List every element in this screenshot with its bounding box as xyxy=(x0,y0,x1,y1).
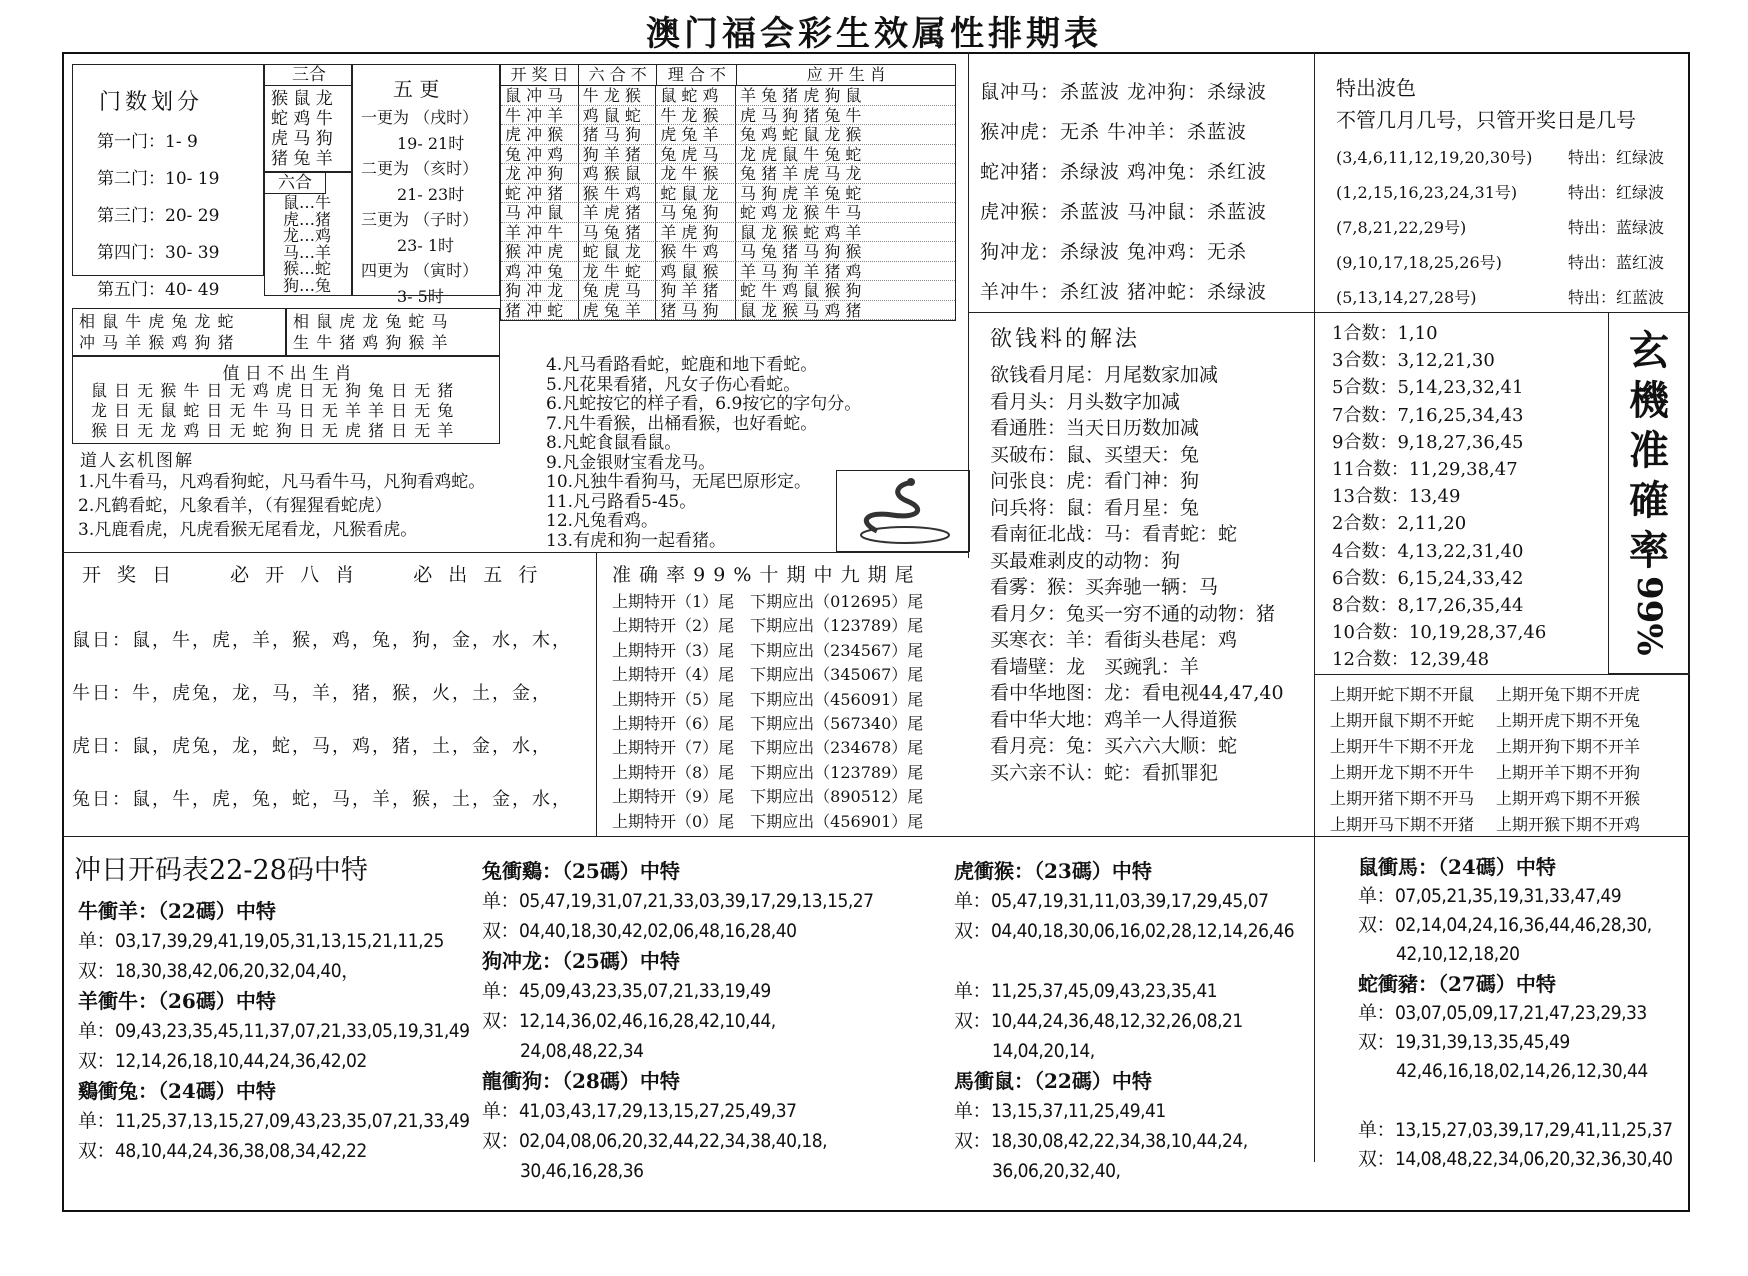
kaijiang-cell: 蛇 鸡 龙 猴 牛 马 xyxy=(736,203,955,223)
fan-rule: 4.凡马看路看蛇，蛇鹿和地下看蛇。 xyxy=(546,355,818,375)
chongri-dan: 单：05,47,19,31,07,21,33,03,39,17,29,13,15,27 xyxy=(482,890,874,912)
chongri-spacer xyxy=(954,946,1350,976)
bikai-header-cell: 必 出 五 行 xyxy=(413,564,543,586)
kaijiang-row xyxy=(501,223,955,243)
tebo-dates: (9,10,17,18,25,26号) xyxy=(1336,253,1502,272)
bukai-cell: 上期开猪下期不开马 xyxy=(1330,789,1475,808)
chongri-dan: 单：09,43,23,35,45,11,37,07,21,33,05,19,31,49 xyxy=(78,1020,470,1042)
yuqian-line: 欲钱看月尾：月尾数家加减 xyxy=(990,364,1219,386)
yuqian-line: 买最难剥皮的动物：狗 xyxy=(990,549,1181,572)
chongri-head: 虎衝猴：（23碼）中特 xyxy=(954,859,1152,883)
chongri-shuang: 双：18,30,08,42,22,34,38,10,44,24, xyxy=(954,1130,1248,1152)
kaijiang-cell: 猴 牛 鸡 xyxy=(656,242,736,262)
menshu-item: 第三门：20- 29 xyxy=(97,206,220,226)
sanhe-row: 猪 兔 羊 xyxy=(271,149,333,169)
chongri-head: 羊衝牛：（26碼）中特 xyxy=(78,989,276,1013)
zhunque-row: 上期特开（4）尾 下期应出（345067）尾 xyxy=(612,665,924,685)
menshu-item: 第四门：30- 39 xyxy=(97,243,220,263)
chongri-shuang: 双：02,04,08,06,20,32,44,22,34,38,40,18, xyxy=(482,1130,828,1152)
chongri-head: 狗冲龙：（25碼）中特 xyxy=(482,949,680,973)
fan-rule: 9.凡金银财宝看龙马。 xyxy=(546,452,716,473)
kaijiang-cell: 马 狗 虎 羊 兔 蛇 xyxy=(736,184,955,204)
kaijiang-cell: 兔 鸡 蛇 鼠 龙 猴 xyxy=(736,125,955,145)
kaijiang-row xyxy=(501,203,955,223)
menshu-list xyxy=(97,127,219,300)
zhunque-title: 准 确 率 9 9 % 十 期 中 九 期 尾 xyxy=(612,564,915,586)
chongri-head: 兔衝鷄：（25碼）中特 xyxy=(482,859,680,883)
chong-sha-row: 虎冲猴：杀蓝波 马冲鼠：杀蓝波 xyxy=(980,201,1268,223)
kaijiang-row xyxy=(501,242,955,262)
kaijiang-cell: 龙 冲 狗 xyxy=(501,164,579,184)
xiangchong-left-rows xyxy=(79,311,235,353)
heshu-list xyxy=(1332,320,1546,674)
kaijiang-cell: 马 兔 猪 xyxy=(579,223,657,243)
bikai-header-cell: 开 奖 日 xyxy=(82,564,177,586)
zhiri-row: 鼠 日 无 猴 牛 日 无 鸡 虎 日 无 狗 兔 日 无 猪 xyxy=(91,381,455,400)
yuqian-title: 欲钱料的解法 xyxy=(990,327,1141,352)
chongri-dan: 单：03,17,39,29,41,19,05,31,13,15,21,11,25 xyxy=(78,930,444,952)
liuhe-list xyxy=(283,195,331,294)
yuqian-line: 买六亲不认：蛇：看抓罪犯 xyxy=(990,761,1219,784)
yuqian-line: 看通胜：当天日历数加减 xyxy=(990,417,1200,439)
menshu-item: 第一门：1- 9 xyxy=(97,132,198,152)
kaijiang-cell: 蛇 鼠 龙 xyxy=(656,184,736,204)
kaijiang-cell: 猪 冲 蛇 xyxy=(501,301,579,321)
chongri-shuang: 双：48,10,44,24,36,38,08,34,42,22 xyxy=(78,1140,367,1162)
bikai-list xyxy=(72,614,572,826)
kaijiang-header-cell: 理 合 不 xyxy=(657,65,737,85)
banner-char: 准 xyxy=(1629,427,1669,474)
zhiri-row: 龙 日 无 鼠 蛇 日 无 牛 马 日 无 羊 羊 日 无 兔 xyxy=(91,401,455,420)
zhiri-row: 猴 日 无 龙 鸡 日 无 蛇 狗 日 无 虎 猪 日 无 羊 xyxy=(91,421,455,440)
wugeng-row: 21- 23时 xyxy=(397,184,465,204)
kaijiang-cell: 鸡 鼠 猴 xyxy=(656,262,736,282)
sanhe-row: 猴 鼠 龙 xyxy=(271,89,333,109)
daoren-line: 3.凡鹿看虎，凡虎看猴无尾看龙，凡猴看虎。 xyxy=(78,520,418,540)
tebo-subtitle: 不管几月几号，只管开奖日是几号 xyxy=(1336,108,1636,132)
bukai-row xyxy=(1330,708,1640,734)
bikai-header-cell: 必 开 八 肖 xyxy=(230,564,360,586)
bukai-cell: 上期开鸡下期不开猴 xyxy=(1496,789,1641,808)
fan-rule: 10.凡独牛看狗马，无尾巴原形定。 xyxy=(546,472,812,492)
bukai-cell: 上期开兔下期不开虎 xyxy=(1496,685,1641,704)
liuhe-row: 狗…兔 xyxy=(283,275,332,295)
tebo-dates: (1,2,15,16,23,24,31号) xyxy=(1336,183,1518,202)
zhiri-box xyxy=(72,356,500,444)
bukai-cell: 上期开狗下期不开羊 xyxy=(1496,737,1641,756)
bukai-cell: 上期开蛇下期不开鼠 xyxy=(1330,685,1475,704)
daoren-line: 1.凡牛看马，凡鸡看狗蛇，凡马看牛马，凡狗看鸡蛇。 xyxy=(78,472,486,492)
chongri-dan: 单：07,05,21,35,19,31,33,47,49 xyxy=(1358,885,1622,907)
heshu-row: 9合数：9,18,27,36,45 xyxy=(1332,431,1524,453)
menshu-item: 第二门：10- 19 xyxy=(97,169,220,189)
bikai-row: 虎日：鼠，虎兔，龙，蛇，马，鸡，猪，土，金，水， xyxy=(72,736,552,757)
kaijiang-row xyxy=(501,86,955,106)
tebo-row xyxy=(1336,210,1664,245)
liuhe-box xyxy=(264,172,352,296)
kaijiang-table xyxy=(500,64,956,321)
bukai-cell: 上期开虎下期不开兔 xyxy=(1496,711,1641,730)
wugeng-row: 3- 5时 xyxy=(397,286,444,306)
kaijiang-cell: 鸡 鼠 蛇 xyxy=(579,106,657,126)
divider-v1 xyxy=(968,52,969,558)
chongri-shuang: 36,06,20,32,40, xyxy=(992,1160,1121,1182)
kaijiang-cell: 猪 马 狗 xyxy=(656,301,736,321)
tebo-dates: (5,13,14,27,28号) xyxy=(1336,288,1477,307)
bukai-list xyxy=(1330,682,1640,838)
zhunque-row: 上期特开（2）尾 下期应出（123789）尾 xyxy=(612,616,924,636)
liuhe-row: 虎…猪 xyxy=(283,209,332,229)
sanhe-row: 虎 马 狗 xyxy=(271,129,333,149)
xiangchong-left xyxy=(72,308,286,356)
fan-rule: 11.凡弓路看5-45。 xyxy=(546,491,697,512)
kaijiang-row xyxy=(501,301,955,321)
kaijiang-cell: 鼠 龙 猴 蛇 鸡 羊 xyxy=(736,223,955,243)
heshu-row: 4合数：4,13,22,31,40 xyxy=(1332,540,1524,562)
kaijiang-cell: 猴 牛 鸡 xyxy=(579,184,657,204)
chongri-shuang: 24,08,48,22,34 xyxy=(520,1040,644,1062)
kaijiang-row xyxy=(501,281,955,301)
xiangchong-right xyxy=(286,308,500,356)
chongri-shuang: 双：18,30,38,42,06,20,32,04,40， xyxy=(78,960,360,982)
zhiri-list xyxy=(91,381,454,441)
snake-icon xyxy=(837,471,967,549)
bukai-row xyxy=(1330,812,1640,838)
chongri-dan: 单：41,03,43,17,29,13,15,27,25,49,37 xyxy=(482,1100,797,1122)
yuqian-line: 看月头：月头数字加减 xyxy=(990,390,1181,413)
tebo-dates: (7,8,21,22,29号) xyxy=(1336,218,1467,237)
tebo-dates: (3,4,6,11,12,19,20,30号) xyxy=(1336,148,1533,167)
tebo-result: 特出：蓝红波 xyxy=(1568,253,1665,272)
chongri-col3 xyxy=(954,856,1350,1186)
tebo-title: 特出波色 xyxy=(1336,76,1416,100)
kaijiang-row xyxy=(501,262,955,282)
menshu-item: 第五门：40- 49 xyxy=(97,280,220,300)
xiangchong-right-rows xyxy=(293,311,449,353)
chongri-title: 冲日开码表22-28码中特 xyxy=(74,855,368,886)
zhunque-row: 上期特开（0）尾 下期应出（456901）尾 xyxy=(612,811,924,831)
fan-rule: 6.凡蛇按它的样子看，6.9按它的字句分。 xyxy=(546,394,862,414)
heshu-row: 7合数：7,16,25,34,43 xyxy=(1332,404,1524,426)
wugeng-box xyxy=(352,64,500,306)
kaijiang-cell: 龙 牛 猴 xyxy=(656,164,736,184)
heshu-row: 2合数：2,11,20 xyxy=(1332,513,1467,535)
kaijiang-cell: 虎 冲 猴 xyxy=(501,125,579,145)
heshu-row: 8合数：8,17,26,35,44 xyxy=(1332,595,1524,617)
menshu-box xyxy=(72,64,264,300)
liuhe-row: 龙…鸡 xyxy=(283,226,332,245)
chong-sha-row: 狗冲龙：杀绿波 兔冲鸡：无杀 xyxy=(980,241,1248,263)
chongri-shuang: 双：19,31,39,13,35,45,49 xyxy=(1358,1031,1570,1053)
kaijiang-cell: 龙 虎 鼠 牛 兔 蛇 xyxy=(736,145,955,165)
heshu-row: 12合数：12,39,48 xyxy=(1332,649,1490,671)
chongri-head: 鼠衝馬：（24碼）中特 xyxy=(1358,855,1556,879)
fan-rule: 12.凡兔看鸡。 xyxy=(546,511,659,531)
chongri-head: 蛇衝豬：（27碼）中特 xyxy=(1358,972,1556,996)
liuhe-title: 六合 xyxy=(265,173,326,194)
chongri-shuang: 14,04,20,14, xyxy=(992,1040,1095,1062)
kaijiang-row xyxy=(501,164,955,184)
bukai-row xyxy=(1330,734,1640,760)
kaijiang-cell: 马 冲 鼠 xyxy=(501,203,579,223)
liuhe-row: 鼠…牛 xyxy=(283,193,332,212)
chongri-shuang: 双：12,14,36,02,46,16,28,42,10,44, xyxy=(482,1010,776,1032)
tebo-result: 特出：红绿波 xyxy=(1568,183,1665,202)
yuqian-line: 问张良：虎：看门神：狗 xyxy=(990,470,1200,492)
kaijiang-cell: 虎 马 狗 猪 兔 牛 xyxy=(736,106,955,126)
bukai-cell: 上期开马下期不开猪 xyxy=(1330,815,1475,834)
tebo-result: 特出：红绿波 xyxy=(1568,148,1665,167)
heshu-row: 5合数：5,14,23,32,41 xyxy=(1332,377,1524,399)
kaijiang-header xyxy=(500,64,956,86)
xiangchong-right-row: 生 牛 猪 鸡 狗 猴 羊 xyxy=(293,333,449,352)
kaijiang-cell: 牛 冲 羊 xyxy=(501,106,579,126)
zhunque-row: 上期特开（9）尾 下期应出（890512）尾 xyxy=(612,787,924,807)
kaijiang-header-cell: 开 奖 日 xyxy=(501,65,579,85)
zhunque-row: 上期特开（5）尾 下期应出（456091）尾 xyxy=(612,689,924,709)
wugeng-row: 23- 1时 xyxy=(397,235,455,255)
kaijiang-cell: 狗 冲 龙 xyxy=(501,281,579,301)
kaijiang-cell: 猪 马 狗 xyxy=(579,125,657,145)
chong-sha-row: 鼠冲马：杀蓝波 龙冲狗：杀绿波 xyxy=(980,81,1268,103)
divider-h-right2 xyxy=(1314,674,1690,675)
kaijiang-row xyxy=(501,125,955,145)
wugeng-title: 五 更 xyxy=(393,77,440,101)
tebo-row xyxy=(1336,140,1664,175)
kaijiang-cell: 鼠 龙 猴 马 鸡 猪 xyxy=(736,301,955,321)
chongri-dan: 单：13,15,27,03,39,17,29,41,11,25,37 xyxy=(1358,1119,1673,1141)
bikai-row: 牛日：牛，虎兔，龙，马，羊，猪，猴，火，土，金， xyxy=(72,683,552,704)
wugeng-row: 三更为 （子时） xyxy=(361,210,479,229)
tebo-row xyxy=(1336,280,1664,315)
bikai-row: 兔日：鼠，牛，虎，兔，蛇，马，羊，猴，土，金，水， xyxy=(72,789,572,810)
zhunque-row: 上期特开（1）尾 下期应出（012695）尾 xyxy=(612,592,924,611)
kaijiang-cell: 狗 羊 猪 xyxy=(656,281,736,301)
kaijiang-cell: 兔 虎 马 xyxy=(579,281,657,301)
yuqian-line: 看中华大地：鸡羊一人得道猴 xyxy=(990,708,1238,731)
bikai-header xyxy=(82,560,542,587)
wugeng-row: 四更为 （寅时） xyxy=(361,261,479,280)
kaijiang-cell: 鸡 冲 兔 xyxy=(501,262,579,282)
heshu-row: 1合数：1,10 xyxy=(1332,323,1438,344)
fan-rule: 13.有虎和狗一起看猪。 xyxy=(546,530,727,551)
yuqian-list xyxy=(990,362,1284,786)
tebo-row xyxy=(1336,175,1664,210)
fan-rule: 7.凡牛看猴，出桶看猴，也好看蛇。 xyxy=(546,413,818,434)
divider-v-mid xyxy=(596,552,597,836)
heshu-row: 10合数：10,19,28,37,46 xyxy=(1332,622,1547,644)
bukai-cell: 上期开鼠下期不开蛇 xyxy=(1330,711,1475,730)
chongri-dan: 单：11,25,37,45,09,43,23,35,41 xyxy=(954,980,1218,1002)
yuqian-line: 买破布：鼠、买望天：兔 xyxy=(990,443,1200,466)
chongri-dan: 单：05,47,19,31,11,03,39,17,29,45,07 xyxy=(954,890,1269,912)
fan-rule: 8.凡蛇食鼠看鼠。 xyxy=(546,433,682,453)
kaijiang-body xyxy=(500,86,956,321)
yuqian-line: 看南征北战：马：看青蛇：蛇 xyxy=(990,523,1238,545)
chongri-shuang: 双：10,44,24,36,48,12,32,26,08,21 xyxy=(954,1010,1243,1032)
yuqian-line: 看月夕：兔买一穷不通的动物：猪 xyxy=(990,602,1276,625)
yuqian-line: 看雾：猴：买奔驰一辆：马 xyxy=(990,576,1219,598)
bukai-row xyxy=(1330,786,1640,812)
chong-sha-row: 蛇冲猪：杀绿波 鸡冲兔：杀红波 xyxy=(980,161,1268,183)
kaijiang-cell: 羊 虎 猪 xyxy=(579,203,657,223)
tebo-result: 特出：蓝绿波 xyxy=(1568,218,1665,237)
banner-char: 機 xyxy=(1629,377,1669,424)
bukai-cell: 上期开龙下期不开牛 xyxy=(1330,763,1475,782)
kaijiang-cell: 兔 猪 羊 虎 马 龙 xyxy=(736,164,955,184)
kaijiang-cell: 虎 兔 羊 xyxy=(579,301,657,321)
liuhe-row: 猴…蛇 xyxy=(283,259,332,278)
bikai-row: 鼠日：鼠，牛，虎，羊，猴，鸡，兔，狗，金，水，木， xyxy=(72,630,572,651)
sanhe-row: 蛇 鸡 牛 xyxy=(271,109,333,129)
fan-rule: 5.凡花果看猪，凡女子伤心看蛇。 xyxy=(546,374,801,395)
zhunque-row: 上期特开（8）尾 下期应出（123789）尾 xyxy=(612,762,924,782)
wugeng-row: 二更为 （亥时） xyxy=(361,159,479,178)
daoren-list xyxy=(78,470,485,542)
xiangchong-left-row: 冲 马 羊 猴 鸡 狗 猪 xyxy=(79,333,235,352)
chongri-head: 牛衝羊：（22碼）中特 xyxy=(78,899,276,923)
zhunque-list xyxy=(612,590,923,834)
xiangchong-right-row: 相 鼠 虎 龙 兔 蛇 马 xyxy=(293,312,449,331)
kaijiang-cell: 马 兔 猪 马 狗 猴 xyxy=(736,242,955,262)
kaijiang-cell: 羊 兔 猪 虎 狗 鼠 xyxy=(736,86,955,106)
wugeng-row: 一更为 （戌时） xyxy=(361,108,479,127)
bukai-cell: 上期开猴下期不开鸡 xyxy=(1496,815,1641,834)
chongri-dan: 单：13,15,37,11,25,49,41 xyxy=(954,1100,1166,1122)
chongri-col2 xyxy=(482,856,942,1186)
yuqian-line: 看中华地图：龙：看电视44,47,40 xyxy=(990,682,1284,704)
liuhe-row: 马…羊 xyxy=(283,242,332,262)
bukai-cell: 上期开牛下期不开龙 xyxy=(1330,737,1475,756)
kaijiang-header-cell: 应 开 生 肖 xyxy=(806,65,886,84)
banner-char: 99% xyxy=(1629,576,1669,656)
kaijiang-cell: 兔 冲 鸡 xyxy=(501,145,579,165)
chongri-shuang: 双：02,14,04,24,16,36,44,46,28,30, xyxy=(1358,914,1652,936)
chongri-shuang: 42,10,12,18,20 xyxy=(1396,943,1520,965)
yuqian-line: 买寒衣：羊：看街头巷尾：鸡 xyxy=(990,629,1238,651)
kaijiang-cell: 鼠 蛇 鸡 xyxy=(656,86,736,106)
chongri-head: 鷄衝兔：（24碼）中特 xyxy=(78,1079,276,1103)
chongri-shuang: 42,46,16,18,02,14,26,12,30,44 xyxy=(1396,1060,1648,1082)
chongri-col1 xyxy=(78,896,478,1166)
kaijiang-cell: 羊 马 狗 羊 猪 鸡 xyxy=(736,262,955,282)
kaijiang-row xyxy=(501,106,955,126)
bukai-cell: 上期开羊下期不开狗 xyxy=(1496,763,1641,782)
chong-sha-list xyxy=(980,72,1267,312)
bukai-row xyxy=(1330,682,1640,708)
kaijiang-cell: 龙 牛 蛇 xyxy=(579,262,657,282)
zhunque-row: 上期特开（6）尾 下期应出（567340）尾 xyxy=(612,714,924,734)
chongri-spacer xyxy=(1358,1086,1688,1116)
heshu-row: 11合数：11,29,38,47 xyxy=(1332,459,1518,481)
chongri-shuang: 双：04,40,18,30,06,16,02,28,12,14,26,46 xyxy=(954,920,1295,942)
menshu-title: 门数划分 xyxy=(99,90,204,115)
tebo-list xyxy=(1336,140,1664,315)
sanhe-box xyxy=(264,64,352,172)
chongri-head: 馬衝鼠：（22碼）中特 xyxy=(954,1069,1152,1093)
chongri-shuang: 双：04,40,18,30,42,02,06,48,16,28,40 xyxy=(482,920,797,942)
banner-char: 玄 xyxy=(1629,327,1669,374)
wugeng-row: 19- 21时 xyxy=(397,133,465,153)
chong-sha-row: 猴冲虎：无杀 牛冲羊：杀蓝波 xyxy=(980,121,1248,143)
zhiri-title: 值 日 不 出 生 肖 xyxy=(222,364,352,384)
banner-char: 率 xyxy=(1629,527,1669,574)
kaijiang-cell: 牛 龙 猴 xyxy=(579,86,657,106)
kaijiang-header-cell: 六 合 不 xyxy=(579,65,657,85)
zhunque-row: 上期特开（3）尾 下期应出（234567）尾 xyxy=(612,640,924,660)
tebo-row xyxy=(1336,245,1664,280)
chongri-head: 龍衝狗：（28碼）中特 xyxy=(482,1069,680,1093)
chongri-dan: 单：45,09,43,23,35,07,21,33,19,49 xyxy=(482,980,771,1002)
wugeng-list xyxy=(361,105,478,309)
heshu-row: 13合数：13,49 xyxy=(1332,486,1461,508)
kaijiang-cell: 虎 兔 羊 xyxy=(656,125,736,145)
banner-char: 確 xyxy=(1629,477,1669,524)
kaijiang-cell: 兔 虎 马 xyxy=(656,145,736,165)
tebo-result: 特出：红蓝波 xyxy=(1568,288,1665,307)
chong-sha-row: 羊冲牛：杀红波 猪冲蛇：杀绿波 xyxy=(980,281,1268,303)
kaijiang-cell: 鼠 冲 马 xyxy=(501,86,579,106)
accuracy-banner xyxy=(1612,326,1686,656)
yuqian-line: 看月亮：兔：买六六大顺：蛇 xyxy=(990,735,1238,757)
fan-rules-list xyxy=(546,356,861,551)
heshu-row: 3合数：3,12,21,30 xyxy=(1332,350,1495,372)
kaijiang-cell: 羊 冲 牛 xyxy=(501,223,579,243)
chongri-dan: 单：11,25,37,13,15,27,09,43,23,35,07,21,33,49 xyxy=(78,1110,470,1132)
sanhe-list xyxy=(271,89,333,169)
kaijiang-cell: 蛇 牛 鸡 鼠 猴 狗 xyxy=(736,281,955,301)
kaijiang-cell: 猴 冲 虎 xyxy=(501,242,579,262)
chongri-shuang: 双：12,14,26,18,10,44,24,36,42,02 xyxy=(78,1050,367,1072)
chongri-shuang: 双：14,08,48,22,34,06,20,32,36,30,40 xyxy=(1358,1148,1673,1170)
page-title: 澳门福会彩生效属性排期表 xyxy=(646,14,1102,54)
kaijiang-cell: 鸡 猴 鼠 xyxy=(579,164,657,184)
chongri-dan: 单：03,07,05,09,17,21,47,23,29,33 xyxy=(1358,1002,1647,1024)
kaijiang-cell: 蛇 冲 猪 xyxy=(501,184,579,204)
kaijiang-cell: 牛 龙 猴 xyxy=(656,106,736,126)
sanhe-title: 三合 xyxy=(265,65,353,86)
kaijiang-row xyxy=(501,145,955,165)
daoren-title: 道人玄机图解 xyxy=(80,451,194,471)
zhunque-row: 上期特开（7）尾 下期应出（234678）尾 xyxy=(612,738,924,758)
kaijiang-cell: 马 兔 狗 xyxy=(656,203,736,223)
chongri-col4 xyxy=(1358,852,1688,1174)
yuqian-line: 看墙壁：龙 买豌乳：羊 xyxy=(990,655,1200,678)
divider-h-bottom xyxy=(62,836,1690,837)
kaijiang-row xyxy=(501,184,955,204)
daoren-line: 2.凡鹤看蛇，凡象看羊，（有猩猩看蛇虎） xyxy=(78,496,392,516)
divider-h-mid xyxy=(62,552,968,553)
kaijiang-cell: 蛇 鼠 龙 xyxy=(579,242,657,262)
chongri-shuang: 30,46,16,28,36 xyxy=(520,1160,644,1182)
snake-image xyxy=(836,470,970,552)
heshu-row: 6合数：6,15,24,33,42 xyxy=(1332,567,1524,589)
yuqian-line: 问兵将：鼠：看月星：兔 xyxy=(990,496,1200,519)
bukai-row xyxy=(1330,760,1640,786)
xiangchong-left-row: 相 鼠 牛 虎 兔 龙 蛇 xyxy=(79,312,235,331)
kaijiang-cell: 狗 羊 猪 xyxy=(579,145,657,165)
kaijiang-cell: 羊 虎 狗 xyxy=(656,223,736,243)
